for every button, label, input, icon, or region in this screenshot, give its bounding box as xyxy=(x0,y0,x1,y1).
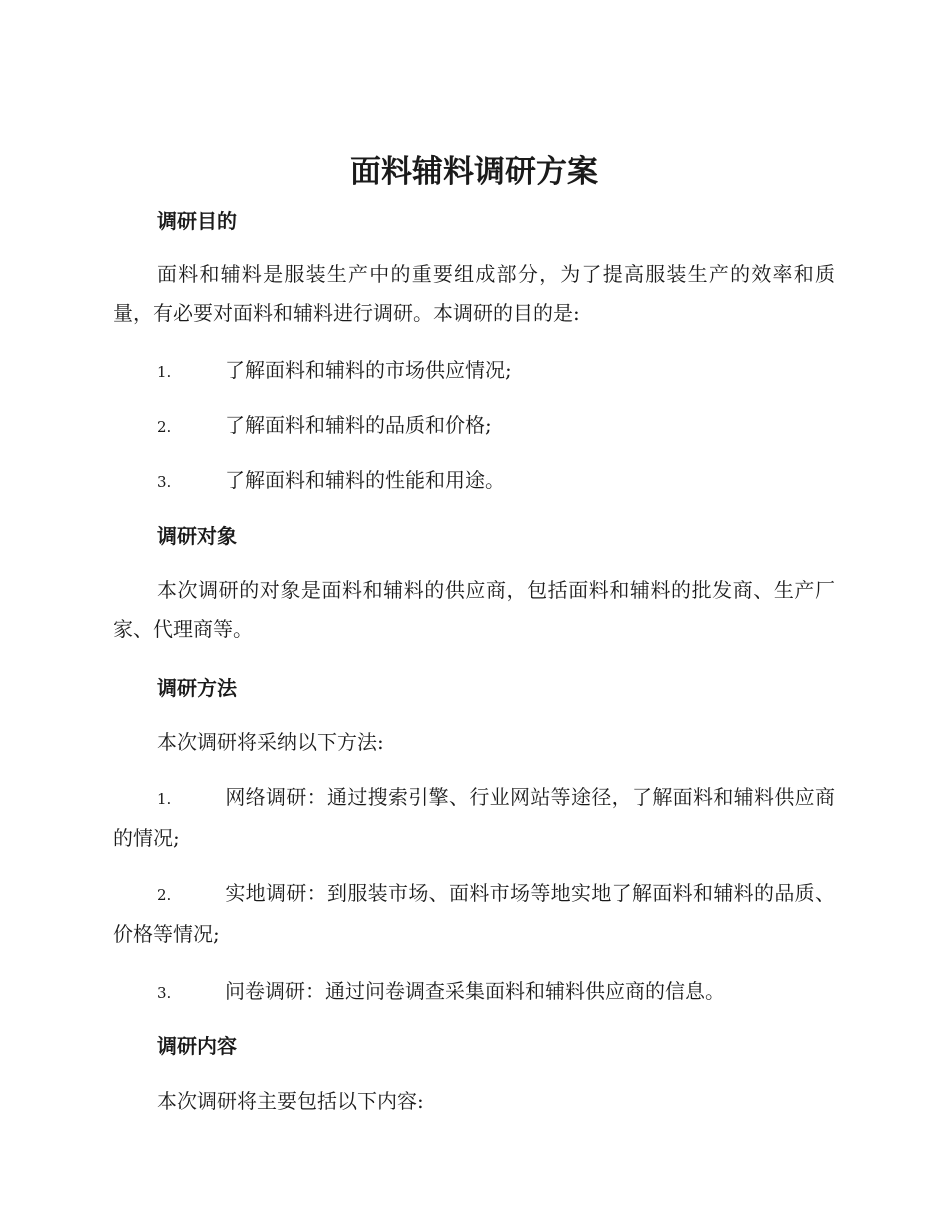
section-heading-method: 调研方法 xyxy=(157,676,237,700)
list-number: 2. xyxy=(157,886,172,904)
list-number: 2. xyxy=(157,418,172,436)
list-number: 3. xyxy=(157,984,172,1002)
method-list-item xyxy=(113,874,835,954)
list-item-text: 问卷调研：通过问卷调查采集面料和辅料供应商的信息。 xyxy=(225,979,725,1003)
method-intro-paragraph: 本次调研将采纳以下方法: xyxy=(157,730,384,754)
list-item-text: 实地调研：到服装市场、面料市场等地实地了解面料和辅料的品质、价格等情况; xyxy=(113,881,835,946)
list-item-text: 了解面料和辅料的性能和用途。 xyxy=(225,468,505,492)
section-heading-target: 调研对象 xyxy=(157,524,237,548)
purpose-list-item xyxy=(113,406,835,447)
list-item-text: 了解面料和辅料的品质和价格; xyxy=(225,413,492,437)
target-paragraph: 本次调研的对象是面料和辅料的供应商，包括面料和辅料的批发商、生产厂家、代理商等。 xyxy=(113,578,835,641)
document-title: 面料辅料调研方案 xyxy=(350,154,598,190)
purpose-list-item xyxy=(113,461,835,502)
content-intro-paragraph: 本次调研将主要包括以下内容: xyxy=(157,1089,424,1113)
section-heading-content: 调研内容 xyxy=(157,1034,237,1058)
purpose-intro-paragraph: 面料和辅料是服装生产中的重要组成部分，为了提高服装生产的效率和质量，有必要对面料和辅料进行调研。本调研的目的是: xyxy=(113,262,835,325)
method-list-item xyxy=(113,972,835,1013)
list-number: 1. xyxy=(157,363,172,381)
section-heading-purpose: 调研目的 xyxy=(157,209,237,233)
purpose-list-item xyxy=(113,351,835,392)
method-list-item xyxy=(113,778,835,858)
list-item-text: 了解面料和辅料的市场供应情况; xyxy=(225,358,512,382)
list-number: 3. xyxy=(157,473,172,491)
list-item-text: 网络调研：通过搜索引擎、行业网站等途径，了解面料和辅料供应商的情况; xyxy=(113,785,835,850)
list-number: 1. xyxy=(157,790,172,808)
